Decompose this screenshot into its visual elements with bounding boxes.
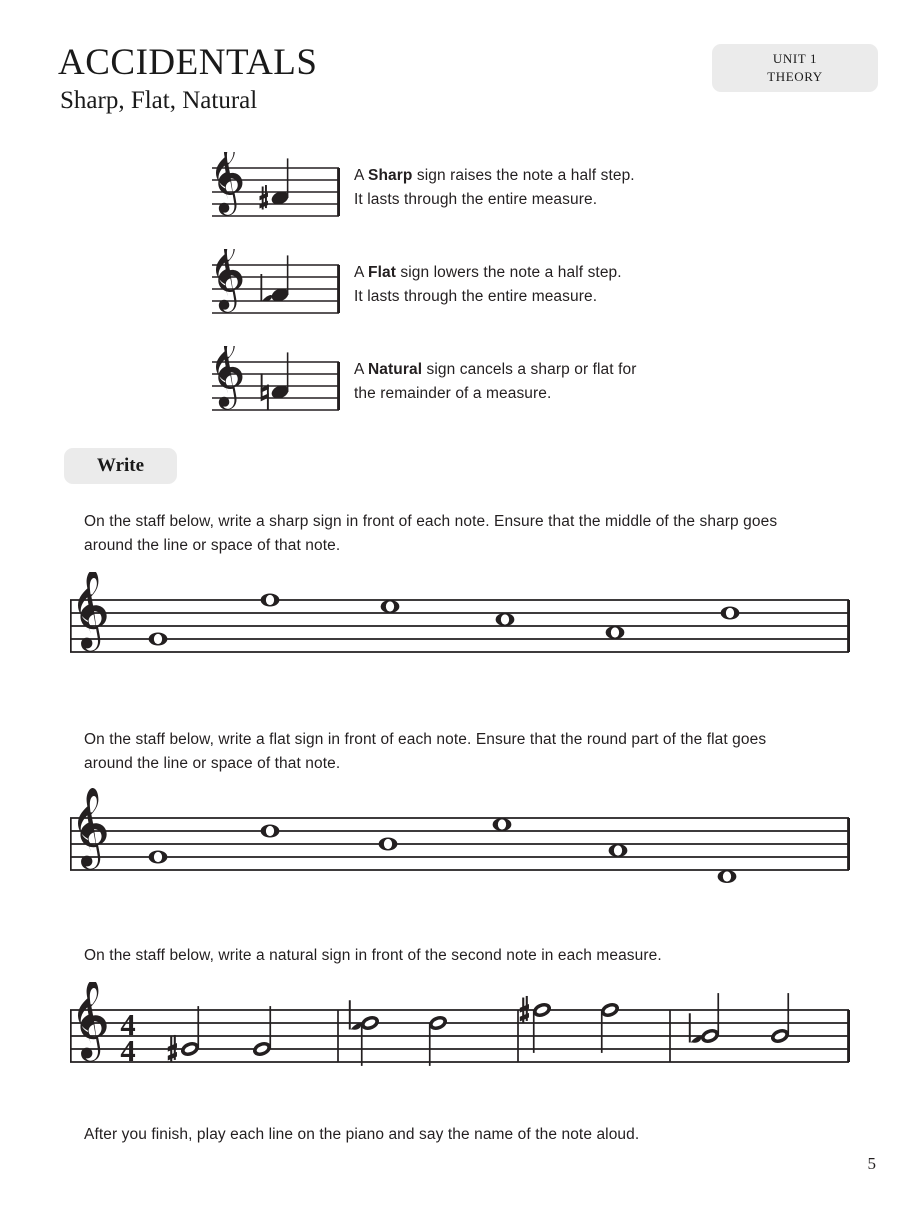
music-staff	[212, 152, 340, 232]
svg-text:4: 4	[120, 1007, 136, 1042]
definition-line1-prefix: A	[354, 167, 368, 184]
definition-line2: the remainder of a measure.	[354, 385, 552, 403]
definition-line1-suffix: sign raises the note a half step.	[412, 167, 635, 184]
note	[260, 255, 290, 303]
unit-badge	[712, 44, 878, 92]
music-staff	[212, 346, 340, 426]
note	[520, 996, 553, 1053]
note	[259, 158, 290, 209]
definition-line1-suffix: sign cancels a sharp or flat for	[422, 361, 637, 378]
note	[713, 870, 740, 883]
note	[251, 1006, 273, 1058]
footer-instruction: After you finish, play each line on the piano and say the name of the note aloud.	[84, 1126, 640, 1143]
staff-notation-sharp-exercise	[70, 572, 850, 684]
definition-line1-prefix: A	[354, 264, 368, 281]
definition-line2: It lasts through the entire measure.	[354, 288, 598, 306]
instruction-sharp-exercise: On the staff below, write a sharp sign in front of each note. Ensure that the middle of the sharp goes around the line or space of that note.	[84, 513, 778, 555]
note	[381, 600, 400, 613]
write-section-badge	[64, 448, 177, 484]
definition-staff-flat	[212, 249, 340, 329]
definition-line2: It lasts through the entire measure.	[354, 191, 598, 209]
svg-text:4: 4	[120, 1033, 136, 1068]
note	[689, 993, 721, 1045]
note	[149, 851, 168, 864]
note	[379, 838, 398, 851]
note	[606, 626, 625, 639]
note	[609, 844, 628, 857]
note	[261, 825, 280, 838]
definition-row-natural	[212, 346, 636, 443]
note	[599, 1000, 621, 1052]
instruction-natural-exercise: On the staff below, write a natural sign in front of the second note in each measure.	[84, 947, 662, 964]
staff-natural-exercise[interactable]	[70, 982, 850, 1090]
unit-badge-line2: THEORY	[767, 69, 823, 84]
definition-list	[212, 152, 636, 443]
note	[261, 352, 291, 409]
staff-notation-natural-exercise	[70, 982, 850, 1090]
note	[493, 818, 512, 831]
definition-term-flat: Flat	[368, 264, 396, 281]
definition-row-flat	[212, 249, 636, 346]
note	[168, 1006, 201, 1061]
write-badge-label: Write	[96, 455, 145, 476]
note	[261, 594, 280, 607]
staff-notation-flat-exercise	[70, 788, 850, 906]
page-title: ACCIDENTALS	[58, 42, 318, 83]
music-staff	[212, 249, 340, 329]
definition-staff-sharp	[212, 152, 340, 232]
page-number: 5	[867, 1154, 876, 1173]
definition-term-natural: Natural	[368, 361, 423, 378]
definition-line1-prefix: A	[354, 361, 368, 378]
definition-term-sharp: Sharp	[368, 167, 413, 184]
note	[149, 633, 168, 646]
definition-text-flat	[354, 249, 622, 309]
note	[769, 993, 791, 1045]
instruction-flat-exercise: On the staff below, write a flat sign in front of each note. Ensure that the round part of the flat goes around the line or space of that note.	[84, 731, 767, 773]
note	[427, 1013, 449, 1065]
staff-flat-exercise[interactable]	[70, 788, 850, 906]
staff-sharp-exercise[interactable]	[70, 572, 850, 684]
definition-staff-natural	[212, 346, 340, 426]
note	[721, 607, 740, 620]
definition-text-sharp	[354, 152, 635, 212]
definition-text-natural	[354, 346, 636, 406]
definition-line1-suffix: sign lowers the note a half step.	[395, 264, 622, 281]
definition-row-sharp	[212, 152, 636, 249]
note	[496, 613, 515, 626]
unit-badge-line1: UNIT 1	[772, 51, 818, 67]
page-subtitle: Sharp, Flat, Natural	[60, 86, 258, 114]
